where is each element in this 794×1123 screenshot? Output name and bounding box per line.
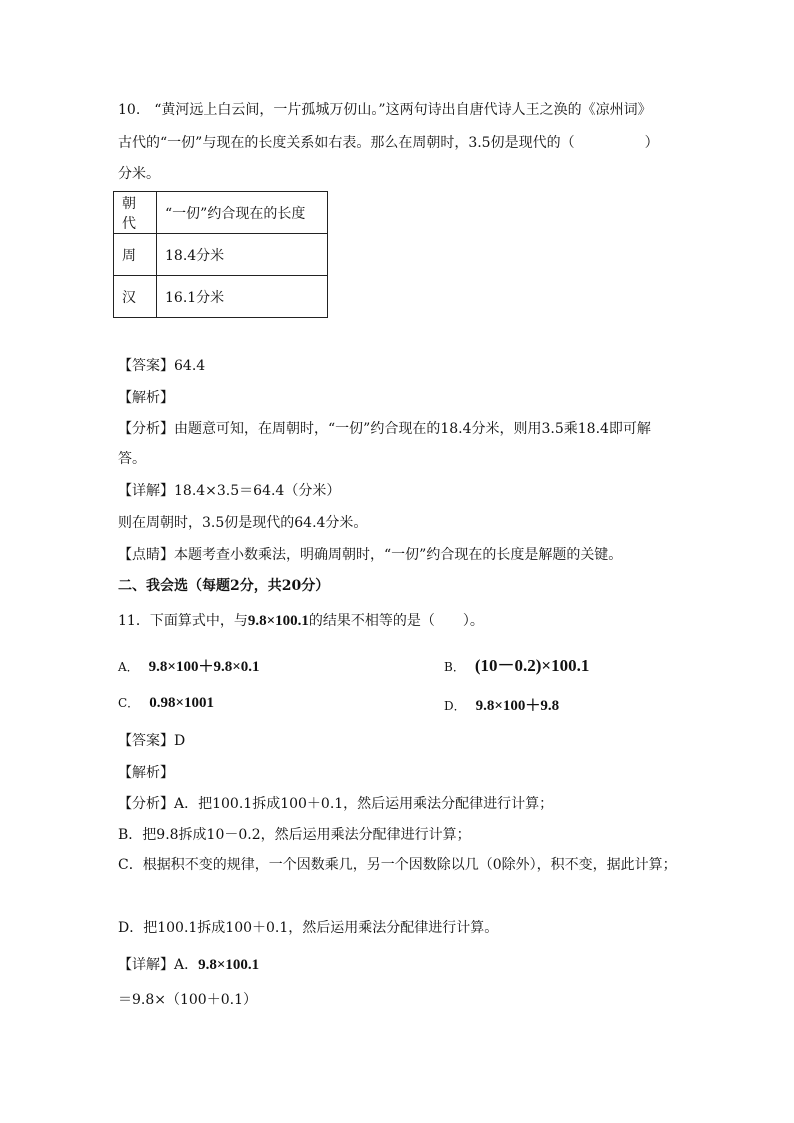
option-a-label: A． — [118, 660, 139, 674]
q11-xiangjie-math: 9.8×100.1 — [198, 957, 260, 973]
table-header-row — [114, 192, 328, 234]
option-b-expr: (10－0.2)×100.1 — [474, 656, 590, 675]
q10-xiangjie: 【详解】18.4×3.5＝64.4（分米） — [118, 483, 341, 499]
table-cell: 汉 — [114, 276, 157, 318]
option-b-label: B． — [444, 660, 465, 674]
q11-stem-prefix: 11．下面算式中，与 — [118, 613, 248, 629]
q11-fenxi-a: 【分析】A．把100.1拆成100＋0.1，然后运用乘法分配律进行计算； — [118, 796, 554, 812]
q10-conclusion: 则在周朝时，3.5仞是现代的64.4分米。 — [118, 515, 368, 531]
q10-fenxi-line1: 【分析】由题意可知，在周朝时，“一仞”约合现在的18.4分米，则用3.5乘18.4即可解 — [118, 421, 651, 437]
q11-step1: ＝9.8×（100＋0.1） — [118, 992, 257, 1008]
q10-fenxi-line2: 答。 — [118, 451, 146, 467]
option-d-label: D． — [444, 699, 466, 713]
option-a — [118, 655, 260, 676]
table-header-cell: 朝代 — [114, 192, 157, 234]
table-row — [114, 276, 328, 318]
q11-stem — [118, 611, 484, 631]
q10-answer: 【答案】64.4 — [118, 358, 206, 374]
option-c — [118, 694, 214, 712]
option-a-expr: 9.8×100＋9.8×0.1 — [148, 659, 260, 675]
length-table — [113, 191, 328, 318]
option-c-label: C． — [118, 696, 140, 710]
section-title: 二、我会选（每题2分，共20分） — [118, 578, 330, 594]
q11-fenxi-c: C．根据积不变的规律，一个因数乘几，另一个因数除以几（0除外），积不变，据此计算； — [118, 857, 677, 873]
table-cell: 周 — [114, 234, 157, 276]
option-c-expr: 0.98×1001 — [149, 695, 214, 711]
q10-line3: 分米。 — [118, 166, 160, 182]
q11-fenxi-d: D．把100.1拆成100＋0.1，然后运用乘法分配律进行计算。 — [118, 920, 499, 936]
table-cell: 18.4分米 — [157, 234, 328, 276]
option-d — [444, 694, 559, 715]
option-d-expr: 9.8×100＋9.8 — [475, 698, 560, 714]
q11-fenxi-b: B．把9.8拆成10－0.2，然后运用乘法分配律进行计算； — [118, 827, 471, 843]
q11-stem-math: 9.8×100.1 — [247, 613, 309, 629]
option-b — [444, 651, 589, 676]
q11-xiangjie-prefix: 【详解】A． — [118, 957, 199, 973]
table-row — [114, 234, 328, 276]
q10-analysis-title: 【解析】 — [118, 390, 174, 406]
table-cell: 16.1分米 — [157, 276, 328, 318]
q11-answer: 【答案】D — [118, 733, 186, 749]
table-header-cell: “一仞”约合现在的长度 — [157, 192, 328, 234]
q10-line2: 古代的“一仞”与现在的长度关系如右表。那么在周朝时，3.5仞是现代的（ ） — [118, 135, 659, 151]
q10-dianjing: 【点睛】本题考查小数乘法，明确周朝时，“一仞”约合现在的长度是解题的关键。 — [118, 547, 623, 563]
q11-xiangjie — [118, 955, 259, 975]
q11-stem-suffix: 的结果不相等的是（ ）。 — [308, 613, 484, 629]
q10-line1: 10. “黄河远上白云间，一片孤城万仞山。”这两句诗出自唐代诗人王之涣的《凉州词》 — [118, 102, 652, 118]
q11-analysis-title: 【解析】 — [118, 765, 174, 781]
